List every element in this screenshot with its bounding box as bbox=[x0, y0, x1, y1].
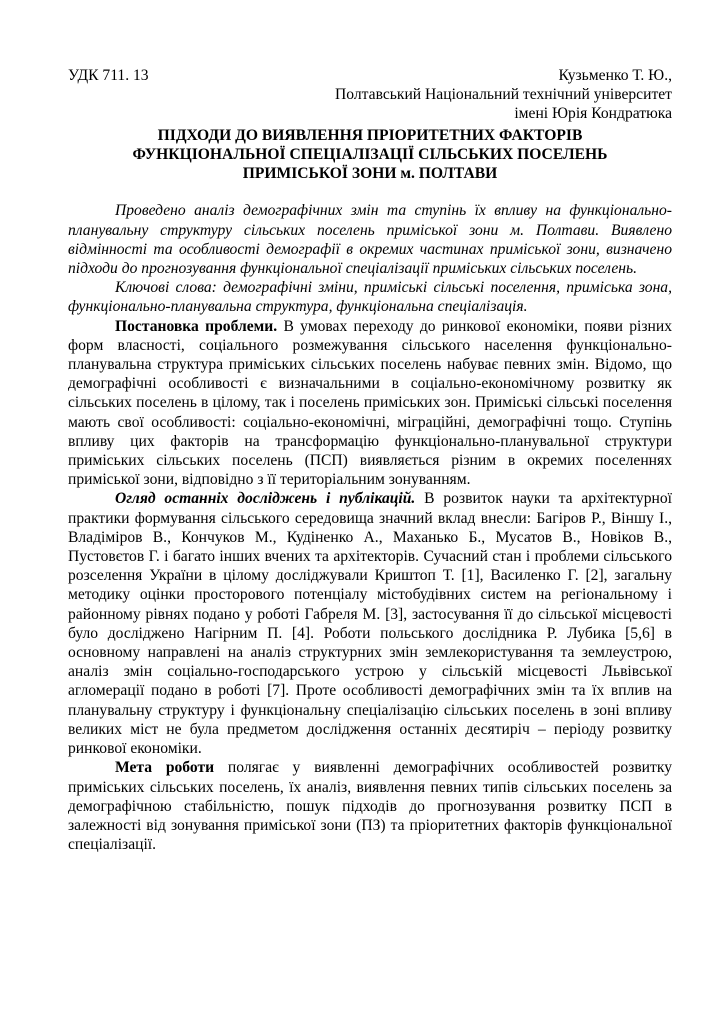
keywords: Ключові слова: демографічні зміни, приміські сільські поселення, приміська зона, функціонально-планувальна структура, функціональна спеціалізація. bbox=[68, 279, 672, 316]
section-aim bbox=[68, 758, 672, 854]
abstract-block bbox=[68, 201, 672, 316]
header-row bbox=[68, 66, 672, 85]
review-text: В розвиток науки та архітектурної практики формування сільського середовища значний вклад внесли: Багіров Р., Віншу І., Владіміров В., Кончуков М., Кудіненко А., Маханько Б., Мусатов В., Новіков В., Пустовєтов Г. і багато інших вчених та архітекторів. Сучасний стан і проблеми сільського розселення України в цілому досліджували Криштоп Т. [1], Василенко Г. [2], загальну методику оцінки просторового потенціалу містобудівних систем на регіональному і районному рівнях подано у роботі Габреля М. [3], застосування її до сільської місцевості було досліджено Нагірним П. [4]. Роботи польського дослідника Р. Лубика [5,6] в основному направлені на аналіз структурних змін землекористування та землеустрою, аналіз змін соціально-господарського устрою у сільській місцевості Львівської агломерації подано в роботі [7]. Проте особливості демографічних змін та їх вплив на планувальну структуру і функціональну спеціалізацію сільських поселень в зоні впливу великих міст не була предметом дослідження останніх десятиріч – періоду розвитку ринкової економіки. bbox=[68, 490, 672, 758]
aim-heading: Мета роботи bbox=[115, 759, 215, 777]
title-line-3: ПРИМІСЬКОЇ ЗОНИ м. ПОЛТАВИ bbox=[242, 165, 498, 183]
review-heading: Огляд останніх досліджень і публікацій. bbox=[115, 490, 416, 508]
affiliation-line-2: імені Юрія Кондратюка bbox=[514, 105, 672, 123]
section-review bbox=[68, 489, 672, 758]
problem-heading: Постановка проблеми. bbox=[115, 317, 278, 335]
author-name: Кузьменко Т. Ю., bbox=[558, 67, 672, 84]
abstract-text: Проведено аналіз демографічних змін та ступінь їх впливу на функціонально-планувальну структуру сільських поселень приміської зони м. Полтави. Виявлено відмінності та особливості демографії в окремих частинах приміської зони, визначено підходи до прогнозування функціональної спеціалізації приміських сільських поселень. bbox=[68, 202, 672, 278]
paper-title bbox=[68, 126, 672, 183]
title-line-1: ПІДХОДИ ДО ВИЯВЛЕННЯ ПРІОРИТЕТНИХ ФАКТОРІВ bbox=[157, 127, 583, 145]
title-line-2: ФУНКЦІОНАЛЬНОЇ СПЕЦІАЛІЗАЦІЇ СІЛЬСЬКИХ ПОСЕЛЕНЬ bbox=[132, 146, 608, 164]
section-problem bbox=[68, 317, 672, 490]
udk-code: УДК 711. 13 bbox=[68, 67, 149, 84]
problem-text: В умовах переходу до ринкової економіки, появи різних форм власності, соціального розмежування сільського населення функціонально-планувальна структура приміських сільських поселень набуває певних змін. Відомо, що демографічні особливості є визначальними в соціально-економічному розвитку як сільських поселень в цілому, так і поселень приміських зон. Приміські сільські поселення мають свої особливості: соціально-економічні, міграційні, демографічні тощо. Ступінь впливу цих факторів на трансформацію функціонально-планувальної структури приміських сільських поселень (ПСП) виявляється різним в окремих поселеннях приміської зони, відповідно з її територіальним зонуванням. bbox=[68, 317, 672, 489]
affiliation-line-1: Полтавський Національний технічний університет bbox=[335, 86, 672, 103]
document-page bbox=[68, 66, 672, 854]
aim-text: полягає у виявленні демографічних особливостей розвитку приміських сільських поселень, їх аналіз, виявлення певних типів сільських поселень за демографічною стабільністю, пошук підходів до прогнозування розвитку ПСП в залежності від зонування приміської зони (ПЗ) та пріоритетних факторів функціональної спеціалізації. bbox=[68, 759, 672, 854]
